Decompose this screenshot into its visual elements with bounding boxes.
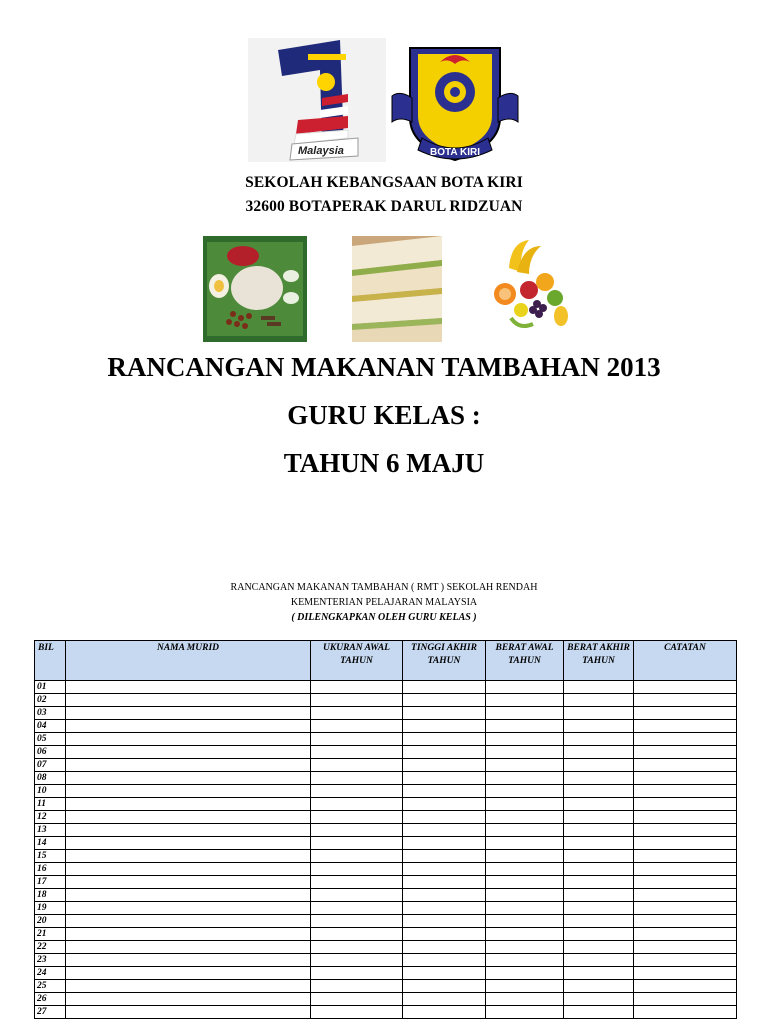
table-cell[interactable]: [486, 889, 564, 902]
row-number: 20: [35, 915, 66, 928]
table-row: [35, 980, 737, 993]
table-cell[interactable]: [403, 1006, 486, 1019]
table-cell[interactable]: [403, 993, 486, 1006]
table-cell[interactable]: [311, 824, 403, 837]
table-row: [35, 720, 737, 733]
table-cell[interactable]: [403, 850, 486, 863]
class-line: TAHUN 6 MAJU: [283, 448, 485, 478]
table-row: [35, 850, 737, 863]
table-cell[interactable]: [486, 694, 564, 707]
table-cell[interactable]: [564, 785, 634, 798]
table-cell[interactable]: [486, 837, 564, 850]
table-cell[interactable]: [486, 876, 564, 889]
table-cell[interactable]: [311, 993, 403, 1006]
col-bil: BIL: [35, 641, 66, 681]
table-cell[interactable]: [486, 759, 564, 772]
1malaysia-logo: [248, 38, 386, 162]
table-cell[interactable]: [564, 993, 634, 1006]
table-cell[interactable]: [66, 863, 311, 876]
table-cell[interactable]: [634, 876, 737, 889]
row-number: 04: [35, 720, 66, 733]
table-header-row: [35, 641, 737, 681]
table-row: [35, 759, 737, 772]
table-cell[interactable]: [564, 941, 634, 954]
table-cell[interactable]: [564, 837, 634, 850]
table-cell[interactable]: [311, 941, 403, 954]
crest-motto: BOTA KIRI: [430, 147, 480, 158]
row-number: 11: [35, 798, 66, 811]
page-title: RANCANGAN MAKANAN TAMBAHAN 2013: [107, 352, 661, 382]
table-cell[interactable]: [66, 980, 311, 993]
row-number: 21: [35, 928, 66, 941]
table-cell[interactable]: [311, 902, 403, 915]
table-cell[interactable]: [634, 772, 737, 785]
table-cell[interactable]: [311, 980, 403, 993]
table-cell[interactable]: [486, 733, 564, 746]
table-cell[interactable]: [486, 772, 564, 785]
table-cell[interactable]: [486, 720, 564, 733]
table-cell[interactable]: [311, 1006, 403, 1019]
col-tinggi-akhir: TINGGI AKHIR TAHUN: [403, 641, 486, 681]
table-row: [35, 772, 737, 785]
table-cell[interactable]: [66, 746, 311, 759]
table-cell[interactable]: [564, 954, 634, 967]
table-cell[interactable]: [634, 954, 737, 967]
row-number: 14: [35, 837, 66, 850]
table-row: [35, 941, 737, 954]
table-cell[interactable]: [486, 1006, 564, 1019]
rmt-heading: RANCANGAN MAKANAN TAMBAHAN ( RMT ) SEKOLAH RENDAH: [230, 582, 538, 593]
table-cell[interactable]: [311, 876, 403, 889]
table-cell[interactable]: [403, 980, 486, 993]
table-cell[interactable]: [634, 889, 737, 902]
row-number: 27: [35, 1006, 66, 1019]
row-number: 23: [35, 954, 66, 967]
table-row: [35, 824, 737, 837]
row-number: 07: [35, 759, 66, 772]
table-cell[interactable]: [564, 772, 634, 785]
table-row: [35, 915, 737, 928]
table-cell[interactable]: [311, 928, 403, 941]
row-number: 06: [35, 746, 66, 759]
table-cell[interactable]: [634, 980, 737, 993]
row-number: 02: [35, 694, 66, 707]
table-cell[interactable]: [311, 850, 403, 863]
instruction-note: ( DILENGKAPKAN OLEH GURU KELAS ): [291, 612, 477, 623]
table-row: [35, 902, 737, 915]
table-cell[interactable]: [634, 681, 737, 694]
teacher-line: GURU KELAS :: [287, 400, 481, 430]
col-nama-murid: NAMA MURID: [66, 641, 311, 681]
table-cell[interactable]: [564, 811, 634, 824]
table-cell[interactable]: [486, 980, 564, 993]
table-row: [35, 811, 737, 824]
table-row: [35, 967, 737, 980]
col-berat-awal: BERAT AWAL TAHUN: [486, 641, 564, 681]
table-row: [35, 863, 737, 876]
table-cell[interactable]: [403, 863, 486, 876]
row-number: 24: [35, 967, 66, 980]
table-cell[interactable]: [66, 993, 311, 1006]
table-cell[interactable]: [403, 694, 486, 707]
table-cell[interactable]: [311, 863, 403, 876]
table-row: [35, 733, 737, 746]
table-cell[interactable]: [66, 837, 311, 850]
table-cell[interactable]: [403, 746, 486, 759]
table-cell[interactable]: [634, 759, 737, 772]
table-cell[interactable]: [486, 954, 564, 967]
table-cell[interactable]: [634, 837, 737, 850]
table-cell[interactable]: [634, 746, 737, 759]
row-number: 03: [35, 707, 66, 720]
table-cell[interactable]: [564, 902, 634, 915]
table-cell[interactable]: [564, 759, 634, 772]
table-cell[interactable]: [564, 928, 634, 941]
table-cell[interactable]: [311, 954, 403, 967]
table-cell[interactable]: [634, 811, 737, 824]
table-row: [35, 837, 737, 850]
school-address: 32600 BOTAPERAK DARUL RIDZUAN: [245, 198, 523, 215]
row-number: 19: [35, 902, 66, 915]
table-row: [35, 876, 737, 889]
row-number: 13: [35, 824, 66, 837]
table-cell[interactable]: [486, 941, 564, 954]
table-cell[interactable]: [634, 863, 737, 876]
table-cell[interactable]: [403, 772, 486, 785]
table-cell[interactable]: [66, 941, 311, 954]
table-row: [35, 707, 737, 720]
row-number: 18: [35, 889, 66, 902]
fruits-photo: [489, 238, 571, 334]
table-cell[interactable]: [486, 928, 564, 941]
col-ukuran-awal: UKURAN AWAL TAHUN: [311, 641, 403, 681]
table-cell[interactable]: [486, 863, 564, 876]
table-cell[interactable]: [486, 798, 564, 811]
table-cell[interactable]: [311, 759, 403, 772]
table-cell[interactable]: [403, 785, 486, 798]
school-crest: [388, 42, 522, 164]
table-cell[interactable]: [486, 850, 564, 863]
table-cell[interactable]: [66, 876, 311, 889]
table-cell[interactable]: [66, 694, 311, 707]
row-number: 25: [35, 980, 66, 993]
table-cell[interactable]: [564, 889, 634, 902]
table-cell[interactable]: [403, 811, 486, 824]
table-cell[interactable]: [403, 915, 486, 928]
table-cell[interactable]: [311, 915, 403, 928]
table-cell[interactable]: [66, 811, 311, 824]
row-number: 05: [35, 733, 66, 746]
table-cell[interactable]: [486, 746, 564, 759]
row-number: 16: [35, 863, 66, 876]
row-number: 22: [35, 941, 66, 954]
table-cell[interactable]: [486, 915, 564, 928]
table-cell[interactable]: [66, 772, 311, 785]
table-cell[interactable]: [66, 785, 311, 798]
nasi-lemak-photo: [203, 236, 307, 342]
table-cell[interactable]: [311, 889, 403, 902]
table-cell[interactable]: [634, 928, 737, 941]
table-cell[interactable]: [564, 733, 634, 746]
table-cell[interactable]: [634, 733, 737, 746]
table-cell[interactable]: [564, 915, 634, 928]
table-cell[interactable]: [564, 1006, 634, 1019]
table-cell[interactable]: [634, 785, 737, 798]
table-cell[interactable]: [311, 967, 403, 980]
table-cell[interactable]: [66, 928, 311, 941]
sandwich-photo: [352, 236, 442, 342]
table-cell[interactable]: [634, 850, 737, 863]
table-row: [35, 993, 737, 1006]
table-cell[interactable]: [403, 707, 486, 720]
row-number: 01: [35, 681, 66, 694]
table-cell[interactable]: [311, 772, 403, 785]
table-row: [35, 928, 737, 941]
table-cell[interactable]: [403, 876, 486, 889]
table-cell[interactable]: [634, 824, 737, 837]
table-cell[interactable]: [564, 746, 634, 759]
table-cell[interactable]: [66, 733, 311, 746]
table-row: [35, 785, 737, 798]
row-number: 12: [35, 811, 66, 824]
table-cell[interactable]: [486, 785, 564, 798]
row-number: 08: [35, 772, 66, 785]
table-cell[interactable]: [564, 980, 634, 993]
table-cell[interactable]: [486, 707, 564, 720]
table-row: [35, 694, 737, 707]
table-cell[interactable]: [486, 902, 564, 915]
table-cell[interactable]: [403, 902, 486, 915]
table-cell[interactable]: [634, 941, 737, 954]
table-cell[interactable]: [486, 993, 564, 1006]
table-row: [35, 798, 737, 811]
table-cell[interactable]: [66, 850, 311, 863]
table-cell[interactable]: [634, 707, 737, 720]
table-cell[interactable]: [403, 954, 486, 967]
table-cell[interactable]: [311, 707, 403, 720]
table-cell[interactable]: [66, 889, 311, 902]
table-cell[interactable]: [311, 785, 403, 798]
table-cell[interactable]: [564, 850, 634, 863]
table-cell[interactable]: [564, 863, 634, 876]
table-cell[interactable]: [564, 824, 634, 837]
row-number: 17: [35, 876, 66, 889]
table-cell[interactable]: [486, 811, 564, 824]
table-row: [35, 1006, 737, 1019]
table-cell[interactable]: [403, 759, 486, 772]
table-cell[interactable]: [403, 798, 486, 811]
table-cell[interactable]: [403, 837, 486, 850]
table-cell[interactable]: [403, 733, 486, 746]
student-table: [34, 640, 737, 1019]
table-cell[interactable]: [564, 876, 634, 889]
table-row: [35, 681, 737, 694]
row-number: 10: [35, 785, 66, 798]
table-cell[interactable]: [403, 967, 486, 980]
table-cell[interactable]: [66, 902, 311, 915]
table-cell[interactable]: [634, 902, 737, 915]
table-cell[interactable]: [634, 1006, 737, 1019]
table-row: [35, 889, 737, 902]
table-cell[interactable]: [311, 681, 403, 694]
table-cell[interactable]: [634, 694, 737, 707]
logo-text: Malaysia: [298, 145, 344, 157]
table-cell[interactable]: [66, 798, 311, 811]
table-cell[interactable]: [311, 746, 403, 759]
table-cell[interactable]: [66, 720, 311, 733]
table-cell[interactable]: [564, 798, 634, 811]
table-cell[interactable]: [311, 720, 403, 733]
table-cell[interactable]: [634, 720, 737, 733]
table-cell[interactable]: [311, 733, 403, 746]
table-cell[interactable]: [66, 1006, 311, 1019]
col-catatan: CATATAN: [634, 641, 737, 681]
table-cell[interactable]: [66, 954, 311, 967]
table-cell[interactable]: [564, 707, 634, 720]
table-cell[interactable]: [634, 915, 737, 928]
row-number: 26: [35, 993, 66, 1006]
table-cell[interactable]: [66, 967, 311, 980]
table-cell[interactable]: [311, 694, 403, 707]
table-cell[interactable]: [403, 824, 486, 837]
table-cell[interactable]: [66, 759, 311, 772]
table-cell[interactable]: [486, 681, 564, 694]
table-cell[interactable]: [311, 798, 403, 811]
school-name: SEKOLAH KEBANGSAAN BOTA KIRI: [245, 174, 523, 191]
table-cell[interactable]: [634, 967, 737, 980]
table-cell[interactable]: [311, 811, 403, 824]
col-berat-akhir: BERAT AKHIR TAHUN: [564, 641, 634, 681]
table-cell[interactable]: [486, 967, 564, 980]
table-row: [35, 746, 737, 759]
table-cell[interactable]: [564, 720, 634, 733]
table-cell[interactable]: [403, 889, 486, 902]
ministry-heading: KEMENTERIAN PELAJARAN MALAYSIA: [290, 597, 478, 608]
table-cell[interactable]: [634, 993, 737, 1006]
table-cell[interactable]: [403, 941, 486, 954]
table-cell[interactable]: [634, 798, 737, 811]
row-number: 15: [35, 850, 66, 863]
table-cell[interactable]: [403, 720, 486, 733]
table-cell[interactable]: [66, 681, 311, 694]
table-cell[interactable]: [311, 837, 403, 850]
table-cell[interactable]: [403, 681, 486, 694]
table-cell[interactable]: [564, 681, 634, 694]
table-cell[interactable]: [66, 824, 311, 837]
table-cell[interactable]: [66, 915, 311, 928]
table-cell[interactable]: [564, 694, 634, 707]
table-row: [35, 954, 737, 967]
table-cell[interactable]: [486, 824, 564, 837]
table-cell[interactable]: [403, 928, 486, 941]
table-cell[interactable]: [66, 707, 311, 720]
table-cell[interactable]: [564, 967, 634, 980]
